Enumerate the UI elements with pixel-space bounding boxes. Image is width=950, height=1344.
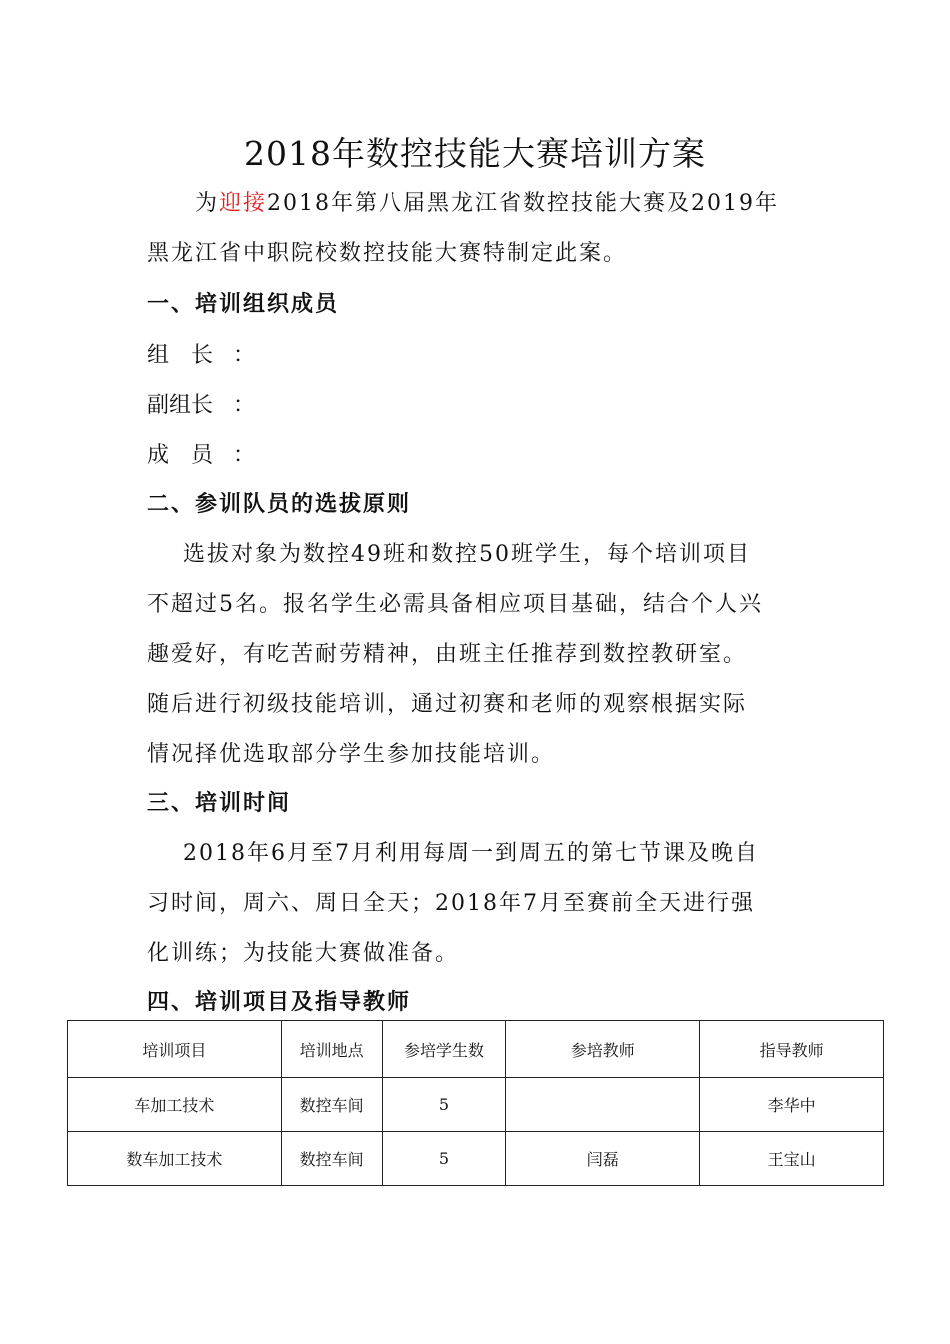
role-members [147, 438, 256, 469]
document-title: 2018年数控技能大赛培训方案 [244, 134, 706, 173]
intro-rest: 2018年第八届黑龙江省数控技能大赛及2019年 [267, 191, 780, 216]
table-header-cell: 指导教师 [700, 1021, 884, 1078]
table-cell: 数控车间 [281, 1132, 382, 1186]
table-header-cell: 培训项目 [68, 1021, 282, 1078]
table-row [68, 1078, 884, 1132]
time-line: 2018年6月至7月利用每周一到周五的第七节课及晚自 [183, 841, 759, 866]
table-cell: 王宝山 [700, 1132, 884, 1186]
table-row [68, 1132, 884, 1186]
table-cell: 5 [382, 1078, 506, 1132]
table-cell: 车加工技术 [68, 1078, 282, 1132]
time-line: 习时间，周六、周日全天；2018年7月至赛前全天进行强 [147, 891, 755, 916]
time-line: 化训练；为技能大赛做准备。 [147, 941, 460, 966]
section-heading-projects: 四、培训项目及指导教师 [147, 990, 412, 1015]
table-cell: 5 [382, 1132, 506, 1186]
selection-line: 不超过5名。报名学生必需具备相应项目基础，结合个人兴 [147, 592, 763, 617]
table-cell: 数车加工技术 [68, 1132, 282, 1186]
role-leader [147, 338, 256, 369]
table-header-cell: 培训地点 [281, 1021, 382, 1078]
selection-line: 情况择优选取部分学生参加技能培训。 [147, 742, 556, 767]
training-table [67, 1020, 884, 1186]
table-header-cell: 参培学生数 [382, 1021, 506, 1078]
role-colon: ： [233, 443, 256, 468]
role-colon: ： [233, 343, 256, 368]
intro-prefix: 为 [195, 191, 220, 216]
table-cell [506, 1078, 700, 1132]
section-heading-organization: 一、培训组织成员 [147, 292, 340, 317]
role-colon: ： [233, 393, 256, 418]
role-label: 副组长 [147, 393, 214, 418]
section-heading-time: 三、培训时间 [147, 791, 292, 816]
intro-highlight: 迎接 [219, 191, 268, 216]
role-label: 组 长 [147, 343, 214, 368]
table-cell: 数控车间 [281, 1078, 382, 1132]
section-heading-selection: 二、参训队员的选拔原则 [147, 492, 412, 517]
selection-line: 选拔对象为数控49班和数控50班学生，每个培训项目 [183, 542, 751, 567]
intro-line-1 [195, 186, 779, 217]
selection-line: 随后进行初级技能培训，通过初赛和老师的观察根据实际 [147, 692, 748, 717]
table-header-row [68, 1021, 884, 1078]
intro-line-2: 黑龙江省中职院校数控技能大赛特制定此案。 [147, 241, 628, 266]
table-header-cell: 参培教师 [506, 1021, 700, 1078]
role-label: 成 员 [147, 443, 214, 468]
role-deputy-leader [147, 388, 256, 419]
table-cell: 闫磊 [506, 1132, 700, 1186]
table-cell: 李华中 [700, 1078, 884, 1132]
selection-line: 趣爱好，有吃苦耐劳精神，由班主任推荐到数控教研室。 [147, 642, 748, 667]
